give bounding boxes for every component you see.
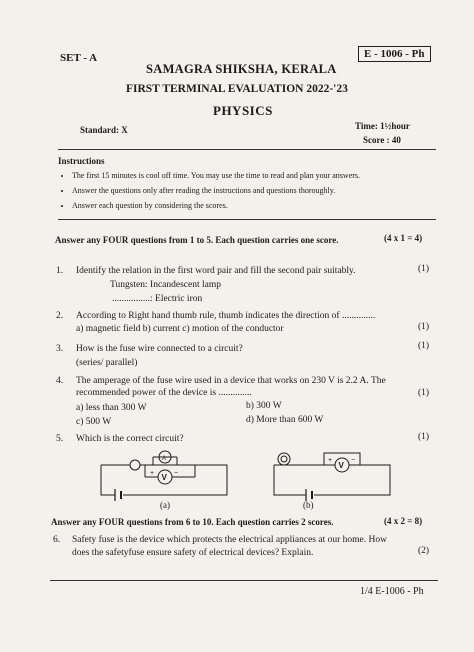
header-divider <box>58 149 436 150</box>
svg-text:−: − <box>174 470 179 477</box>
q4-text2: recommended power of the device is .............. <box>76 388 252 398</box>
q1-text: Identify the relation in the first word pair and fill the second pair suitably. <box>76 266 356 276</box>
q6-text-line1: Safety fuse is the device which protects the electrical appliances at our home. How <box>72 535 387 545</box>
q4-option-b: b) 300 W <box>246 401 282 411</box>
svg-text:−: − <box>351 457 356 464</box>
circuit-a-label: (a) <box>160 500 170 510</box>
q3-number: 3. <box>56 344 64 354</box>
voltmeter-icon: V <box>161 473 167 482</box>
instruction-item: • Answer each question by considering the scores. <box>72 198 360 213</box>
subject-title: PHYSICS <box>213 103 273 118</box>
q5-number: 5. <box>56 434 64 444</box>
svg-text:+: + <box>328 457 333 464</box>
instructions-title: Instructions <box>58 156 105 166</box>
organization-title: SAMAGRA SHIKSHA, KERALA <box>146 62 337 76</box>
q3-text: How is the fuse wire connected to a circuit? <box>76 344 243 354</box>
standard-label: Standard: X <box>80 125 128 135</box>
paper-code: E - 1006 - Ph <box>358 46 431 62</box>
q3-score: (1) <box>418 341 430 351</box>
instruction-item: • Answer the questions only after reading the instructions and questions thoroughly. <box>72 183 360 198</box>
voltmeter-icon: V <box>338 461 344 470</box>
q1-line3: ................: Electric iron <box>112 294 203 304</box>
circuit-b-label: (b) <box>303 500 314 510</box>
time-label: Time: 1½hour <box>355 121 410 131</box>
section2-heading: Answer any FOUR questions from 6 to 10. Each question carries 2 scores. <box>51 517 334 527</box>
set-label: SET - A <box>60 52 98 64</box>
instruction-item: • The first 15 minutes is cool off time. You may use the time to read and plan your answers. <box>72 168 360 183</box>
instructions-list <box>58 168 360 213</box>
section1-heading: Answer any FOUR questions from 1 to 5. Each question carries one score. <box>55 235 339 245</box>
q5-score: (1) <box>418 432 430 442</box>
exam-title: FIRST TERMINAL EVALUATION 2022-'23 <box>126 83 348 95</box>
q4-option-d: d) More than 600 W <box>246 415 324 425</box>
q4-number: 4. <box>56 376 64 386</box>
q2-text: According to Right hand thumb rule, thumb indicates the direction of .............. <box>76 311 376 321</box>
q4-score: (1) <box>418 388 430 398</box>
q4-text: The amperage of the fuse wire used in a device that works on 230 V is 2.2 A. The <box>76 376 386 386</box>
q1-score: (1) <box>418 264 430 274</box>
q3-line2: (series/ parallel) <box>76 358 138 368</box>
q6-score: (2) <box>418 546 430 556</box>
q6-number: 6. <box>53 535 61 545</box>
q2-options: a) magnetic field b) current c) motion of the conductor <box>76 324 284 334</box>
q4-option-a: a) less than 300 W <box>76 403 147 413</box>
footer-page-code: 1/4 E-1006 - Ph <box>360 586 424 597</box>
section1-marks: (4 x 1 = 4) <box>384 233 423 243</box>
section2-marks: (4 x 2 = 8) <box>384 516 423 526</box>
circuit-b-diagram <box>268 447 398 509</box>
q1-number: 1. <box>56 266 64 276</box>
score-label: Score : 40 <box>363 135 401 145</box>
q1-line2: Tungsten: Incandescent lamp <box>110 280 221 290</box>
footer-divider <box>50 580 438 581</box>
q5-text: Which is the correct circuit? <box>76 434 184 444</box>
instructions-divider <box>58 219 436 220</box>
svg-text:+: + <box>150 470 155 477</box>
q6-text-line2: does the safetyfuse ensure safety of electrical devices? Explain. <box>72 548 314 558</box>
q2-number: 2. <box>56 311 64 321</box>
ammeter-icon: A <box>162 456 167 462</box>
q2-score: (1) <box>418 322 430 332</box>
q4-option-c: c) 500 W <box>76 417 112 427</box>
